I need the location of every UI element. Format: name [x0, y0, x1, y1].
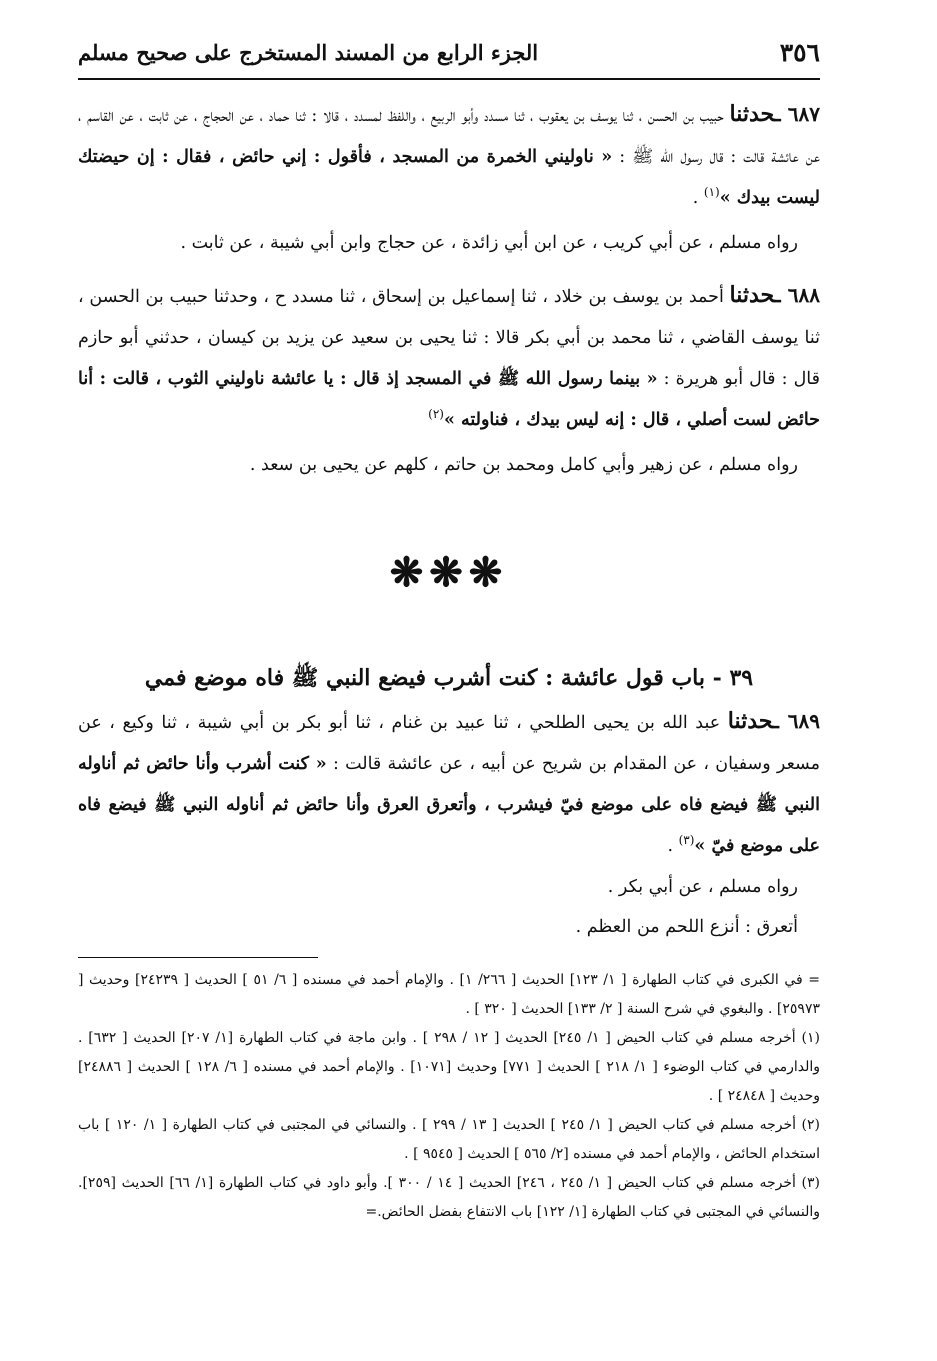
book-page	[78, 30, 820, 1330]
riwaya-note: رواه مسلم ، عن أبي بكر .	[607, 877, 798, 897]
footnote-ref: (١)	[703, 185, 720, 200]
hadith-number: ٦٨٩ ـ	[772, 709, 820, 733]
footnote-3: (٣) أخرجه مسلم في كتاب الحيض [ ١/ ٢٤٥ ، ٢٤٦] الحديث [ ١٤ / ٣٠٠ ]. وأبو داود في كتاب الطهارة [١/ ٦٦] الحديث [٢٥٩]. والنسائي في المجتبى في كتاب الطهارة [١/ ١٢٢] باب الانتفاع بفضل الحائض.=	[78, 1175, 821, 1220]
haddathana-word: حدثنا	[729, 282, 775, 308]
matn-quote: « بينما رسول الله ﷺ في المسجد إذ قال : يا عائشة ناوليني الثوب ، قالت : أنا حائض لست أصلي ، قال : إنه ليس بيدك ، فناولته »	[78, 369, 820, 430]
hadith-tail: .	[692, 188, 704, 208]
gloss-note: أتعرق : أنزع اللحم من العظم .	[575, 917, 798, 937]
footnote-ref: (٢)	[428, 407, 444, 422]
footnote-rule	[78, 957, 318, 958]
running-title: الجزء الرابع من المسند المستخرج على صحيح مسلم	[78, 39, 539, 65]
footnotes	[78, 966, 820, 1227]
footnote-ref: (٣)	[678, 833, 695, 848]
haddathana-word: حدثنا	[729, 101, 775, 127]
chapter-title: ٣٩ - باب قول عائشة : كنت أشرب فيضع النبي ﷺ فاه موضع فمي	[144, 665, 754, 691]
hadith-688	[78, 275, 820, 441]
hadith-number: ٦٨٨ ـ	[774, 283, 820, 307]
running-header	[78, 30, 820, 80]
haddathana-word: حدثنا	[727, 708, 773, 734]
hadith-number: ٦٨٧ ـ	[774, 102, 821, 126]
page-number: ٣٥٦	[779, 37, 820, 67]
matn-quote: « ناوليني الخمرة من المسجد ، فأقول : إني حائض ، فقال : إن حيضتك ليست بيدك »	[78, 147, 820, 208]
hadith-689	[78, 701, 820, 867]
footnote-1: (١) أخرجه مسلم في كتاب الحيض [ ١/ ٢٤٥] الحديث [ ١٢ / ٢٩٨ ] . وابن ماجة في كتاب الطهارة [١/ ٢٠٧] الحديث [ ٦٣٢] . والدارمي في كتاب الوضوء [ ١/ ٢١٨ ] الحديث [ ٧٧١] وحديث [١٠٧١] . والإمام أحمد في مسنده [ ٦/ ١٢٨ ] الحديث [ ٢٤٨٨٦] وحديث [ ٢٤٨٤٨ ] .	[78, 1030, 820, 1104]
riwaya-note: رواه مسلم ، عن زهير وأبي كامل ومحمد بن حاتم ، كلهم عن يحيى بن سعد .	[249, 455, 798, 475]
isnad-text: أحمد بن يوسف بن خلاد ، ثنا إسماعيل بن إسحاق ، ثنا مسدد ح ، وحدثنا حبيب بن الحسن ، ثنا يوسف القاضي ، ثنا محمد بن أبي بكر قالا : ثنا يحيى بن سعيد عن يزيد بن كيسان ، حدثني أبو حازم قال : قال أبو هريرة :	[78, 287, 820, 389]
hadith-tail: .	[667, 836, 679, 856]
isnad-text: عبد الله بن يحيى الطلحي ، ثنا عبيد بن غنام ، ثنا أبو بكر بن أبي شيبة ، ثنا وكيع ، عن مسعر وسفيان ، عن المقدام بن شريح عن أبيه ، عن عائشة قالت :	[78, 713, 820, 774]
isnad-text: حبيب بن الحسن ، ثنا يوسف بن يعقوب ، ثنا مسدد وأبو الربيع ، واللفظ لمسدد ، قالا : ثنا حماد ، عن الحجاج ، عن ثابت ، عن القاسم ، عن عائشة قالت : قال رسول الله ﷺ :	[78, 106, 820, 167]
hadith-687	[78, 94, 820, 219]
footnote-2: (٢) أخرجه مسلم في كتاب الحيض [ ١/ ٢٤٥ ] الحديث [ ١٣ / ٢٩٩ ] . والنسائي في المجتبى في كتاب الطهارة [ ١/ ١٢٠ ] باب استخدام الحائض ، والإمام أحمد في مسنده [٢/ ٥٦٥ ] الحديث [ ٩٥٤٥ ] .	[78, 1117, 820, 1162]
riwaya-note: رواه مسلم ، عن أبي كريب ، عن ابن أبي زائدة ، عن حجاج وابن أبي شيبة ، عن ثابت .	[180, 233, 798, 253]
section-separator: ❋❋❋	[389, 549, 509, 596]
footnote-divider	[78, 957, 820, 958]
footnote-continuation: = في الكبرى في كتاب الطهارة [ ١/ ١٢٣] الحديث [ ٢٦٦/ ١] . والإمام أحمد في مسنده [ ٦/ ٥١ ] الحديث [ ٢٤٢٣٩] وحديث [ ٢٥٩٧٣] . والبغوي في شرح السنة [ ٢/ ١٣٣] الحديث [ ٣٢٠ ] .	[78, 972, 821, 1017]
matn-quote: « كنت أشرب وأنا حائض ثم أناوله النبي ﷺ فيضع فاه على موضع فيّ فيشرب ، وأتعرق العرق وأنا حائض ثم أناوله النبي ﷺ فيضع فاه على موضع فيّ »	[78, 754, 820, 856]
